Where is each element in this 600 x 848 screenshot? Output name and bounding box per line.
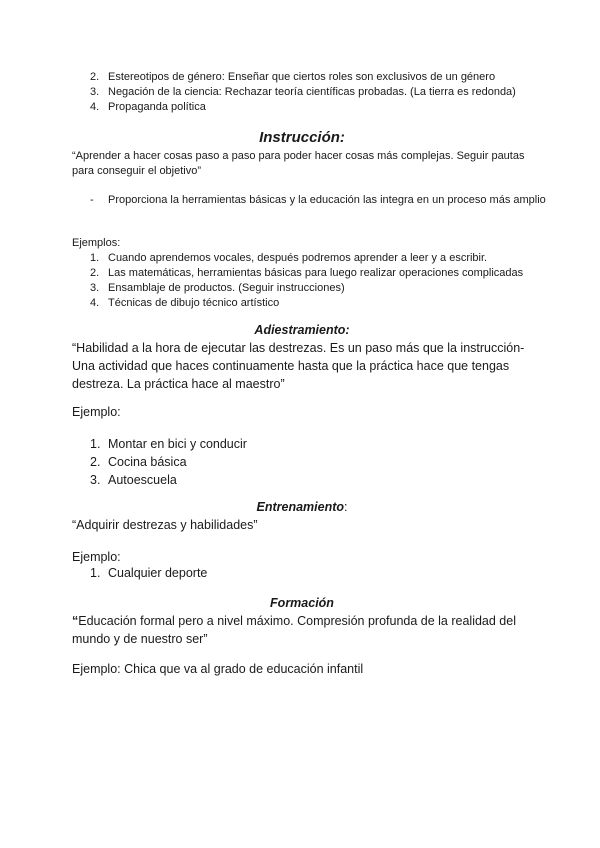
- list-item: 2. Estereotipos de género: Enseñar que ciertos roles son exclusivos de un género: [90, 71, 496, 83]
- entrenamiento-examples: [72, 564, 532, 582]
- list-item: 4. Técnicas de dibujo técnico artístico: [90, 297, 280, 309]
- instruccion-examples: [72, 251, 532, 311]
- example-label: Ejemplo:: [72, 405, 121, 419]
- list-item: 1. Cuando aprendemos vocales, después podremos aprender a leer y a escribir.: [90, 252, 488, 264]
- example-label: Ejemplo:: [72, 550, 121, 564]
- instruccion-bullet: - Proporciona la herramientas básicas y la educación las integra en un proceso más amplio: [90, 194, 546, 206]
- list-item: 1. Cualquier deporte: [90, 566, 208, 580]
- list-item: 2. Las matemáticas, herramientas básicas para luego realizar operaciones complicadas: [90, 267, 524, 279]
- top-list: [72, 70, 532, 115]
- list-item: 4. Propaganda política: [90, 101, 206, 113]
- adiestramiento-quote: “Habilidad a la hora de ejecutar las destrezas. Es un paso más que la instrucción- Una actividad que haces continuamente hasta que la práctica hace que tengas destreza. La práctica hace al maestro”: [72, 341, 525, 391]
- entrenamiento-quote: “Adquirir destrezas y habilidades”: [72, 518, 258, 532]
- list-item: 3. Ensamblaje de productos. (Seguir instrucciones): [90, 282, 345, 294]
- formacion-example: Ejemplo: Chica que va al grado de educación infantil: [72, 662, 364, 676]
- adiestramiento-examples: [72, 435, 532, 489]
- list-item: 1. Montar en bici y conducir: [90, 437, 247, 451]
- list-item: 3. Autoescuela: [90, 473, 177, 487]
- list-item: 2. Cocina básica: [90, 455, 187, 469]
- list-item: 3. Negación de la ciencia: Rechazar teoría científicas probadas. (La tierra es redonda): [90, 86, 516, 98]
- heading-instruccion: Instrucción:: [259, 129, 345, 146]
- examples-label: Ejemplos:: [72, 237, 121, 249]
- instruccion-quote: “Aprender a hacer cosas paso a paso para poder hacer cosas más complejas. Seguir pautas para conseguir el objetivo”: [72, 150, 525, 177]
- heading-entrenamiento: Entrenamiento:: [256, 500, 348, 514]
- formacion-quote: “Educación formal pero a nivel máximo. Compresión profunda de la realidad del mundo y de nuestro ser”: [72, 614, 516, 646]
- heading-formacion: Formación: [270, 596, 334, 610]
- heading-adiestramiento: Adiestramiento:: [254, 323, 350, 337]
